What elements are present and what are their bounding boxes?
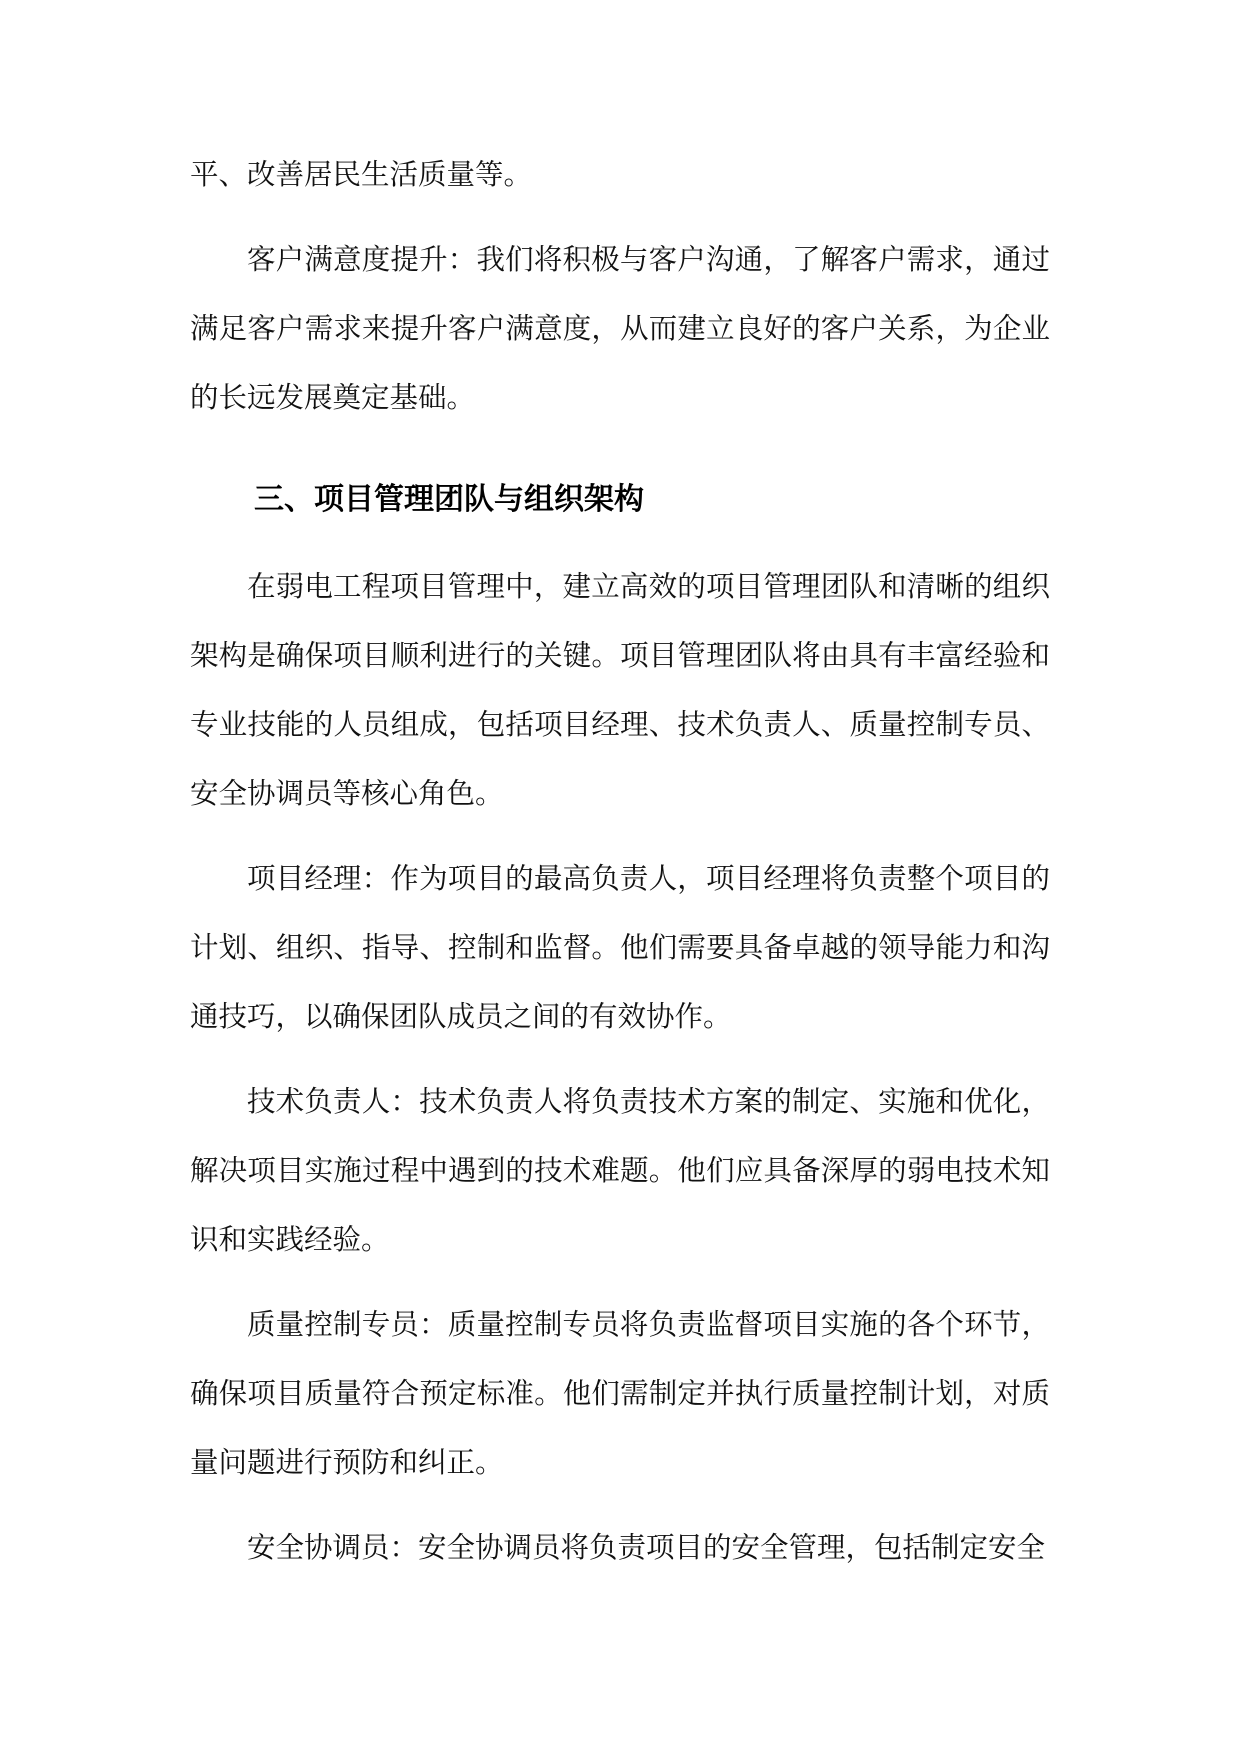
paragraph-continuation: 平、改善居民生活质量等。 xyxy=(190,158,533,191)
paragraph-team-intro: 在弱电工程项目管理中，建立高效的项目管理团队和清晰的组织架构是确保项目顺利进行的关键。项目管理团队将由具有丰富经验和专业技能的人员组成，包括项目经理、技术负责人、质量控制专员、安全协调员等核心角色。 xyxy=(190,570,1050,810)
paragraph-project-manager: 项目经理：作为项目的最高负责人，项目经理将负责整个项目的计划、组织、指导、控制和监督。他们需要具备卓越的领导能力和沟通技巧，以确保团队成员之间的有效协作。 xyxy=(190,862,1050,1033)
paragraph-technical-lead: 技术负责人：技术负责人将负责技术方案的制定、实施和优化，解决项目实施过程中遇到的技术难题。他们应具备深厚的弱电技术知识和实践经验。 xyxy=(190,1085,1050,1256)
paragraph-safety-coordinator: 安全协调员：安全协调员将负责项目的安全管理，包括制定安全 xyxy=(247,1531,1046,1564)
paragraph-quality-control: 质量控制专员：质量控制专员将负责监督项目实施的各个环节，确保项目质量符合预定标准。他们需制定并执行质量控制计划，对质量问题进行预防和纠正。 xyxy=(190,1308,1050,1479)
paragraph-customer-satisfaction: 客户满意度提升：我们将积极与客户沟通，了解客户需求，通过满足客户需求来提升客户满意度，从而建立良好的客户关系，为企业的长远发展奠定基础。 xyxy=(190,243,1050,414)
section-heading: 三、项目管理团队与组织架构 xyxy=(254,482,644,517)
page-content xyxy=(190,140,1050,1598)
